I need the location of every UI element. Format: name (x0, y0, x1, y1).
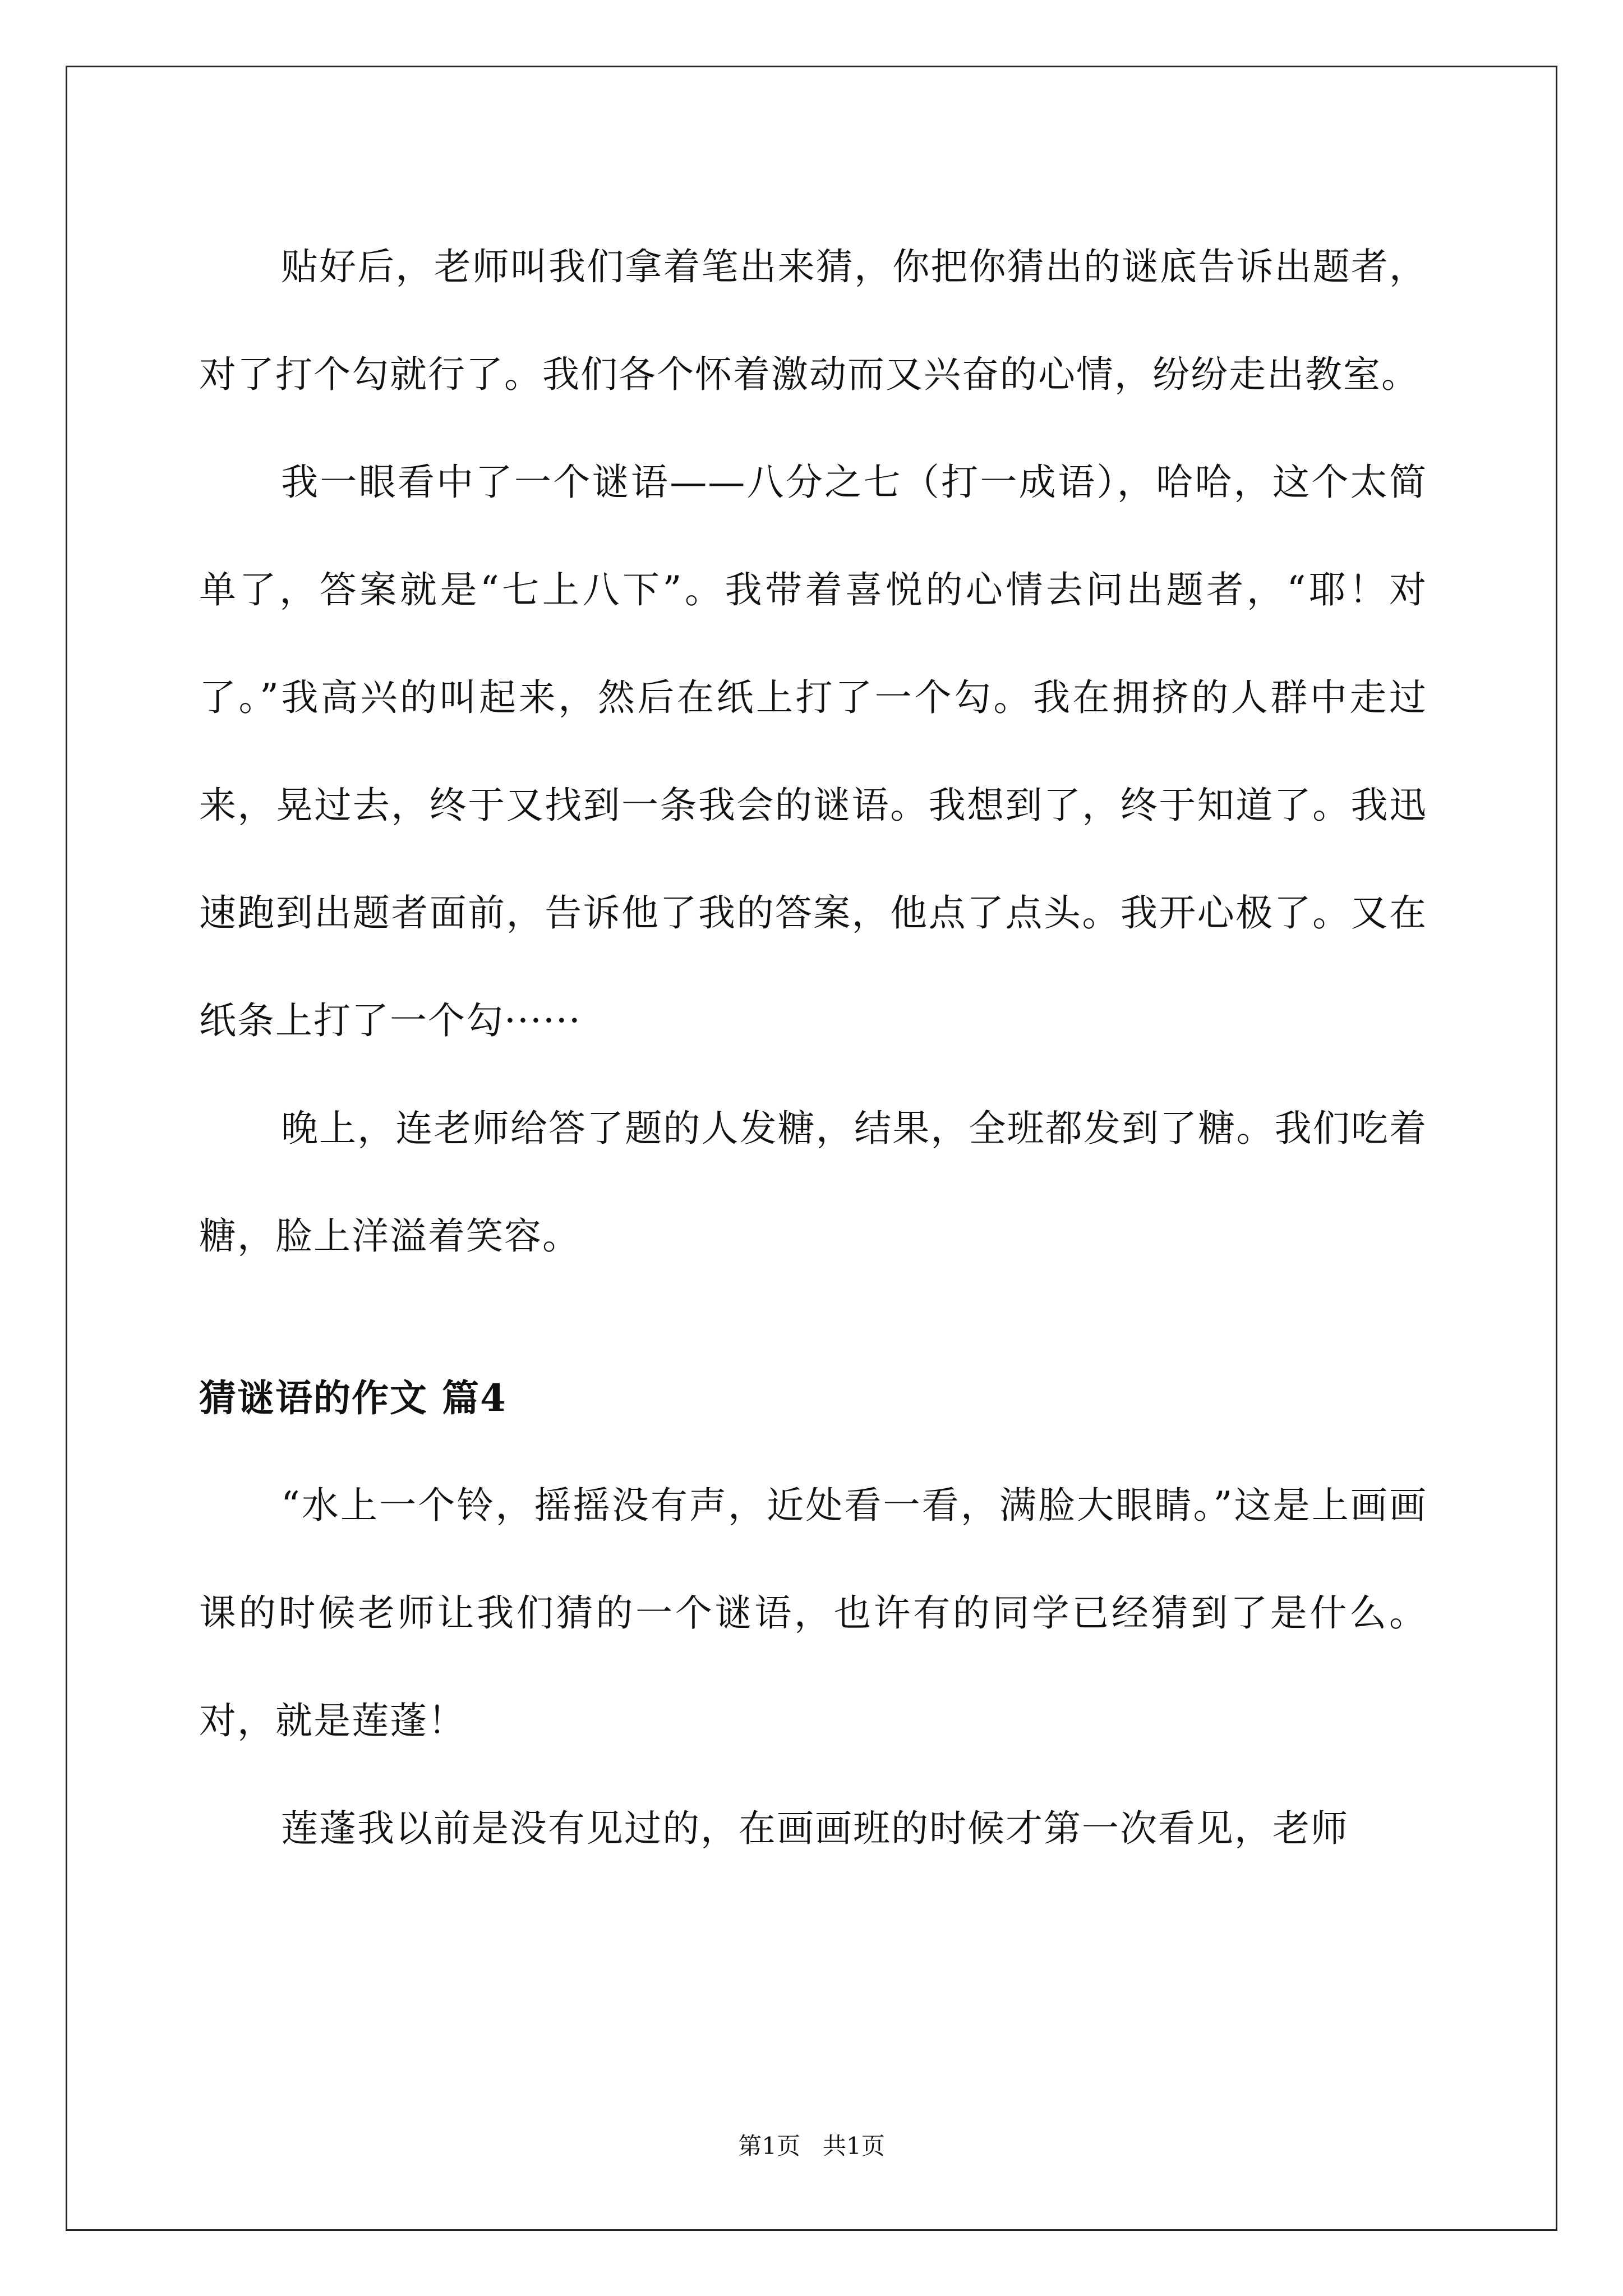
paragraph: 晚上，连老师给答了题的人发糖，结果，全班都发到了糖。我们吃着糖，脸上洋溢着笑容。 (199, 1107, 1427, 1258)
document-body (199, 213, 1427, 1883)
paragraph: 莲蓬我以前是没有见过的，在画画班的时候才第一次看见，老师 (281, 1807, 1349, 1850)
paragraph: 我一眼看中了一个谜语——八分之七（打一成语），哈哈，这个太简单了，答案就是“七上八下”。我带着喜悦的心情去问出题者，“耶！对了。”我高兴的叫起来，然后在纸上打了一个勾。我在拥挤的人群中走过来，晃过去，终于又找到一条我会的谜语。我想到了，终于知道了。我迅速跑到出题者面前，告诉他了我的答案，他点了点头。我开心极了。又在纸条上打了一个勾······ (199, 461, 1427, 1042)
paragraph: 贴好后，老师叫我们拿着笔出来猜，你把你猜出的谜底告诉出题者，对了打个勾就行了。我们各个怀着激动而又兴奋的心情，纷纷走出教室。 (199, 245, 1427, 396)
section-heading: 猜谜语的作文 篇4 (199, 1376, 507, 1420)
paragraph: “水上一个铃，摇摇没有声，近处看一看，满脸大眼睛。”这是上画画课的时候老师让我们猜的一个谜语，也许有的同学已经猜到了是什么。对，就是莲蓬！ (199, 1484, 1427, 1742)
page-footer: 第1页 共1页 (738, 2132, 885, 2160)
